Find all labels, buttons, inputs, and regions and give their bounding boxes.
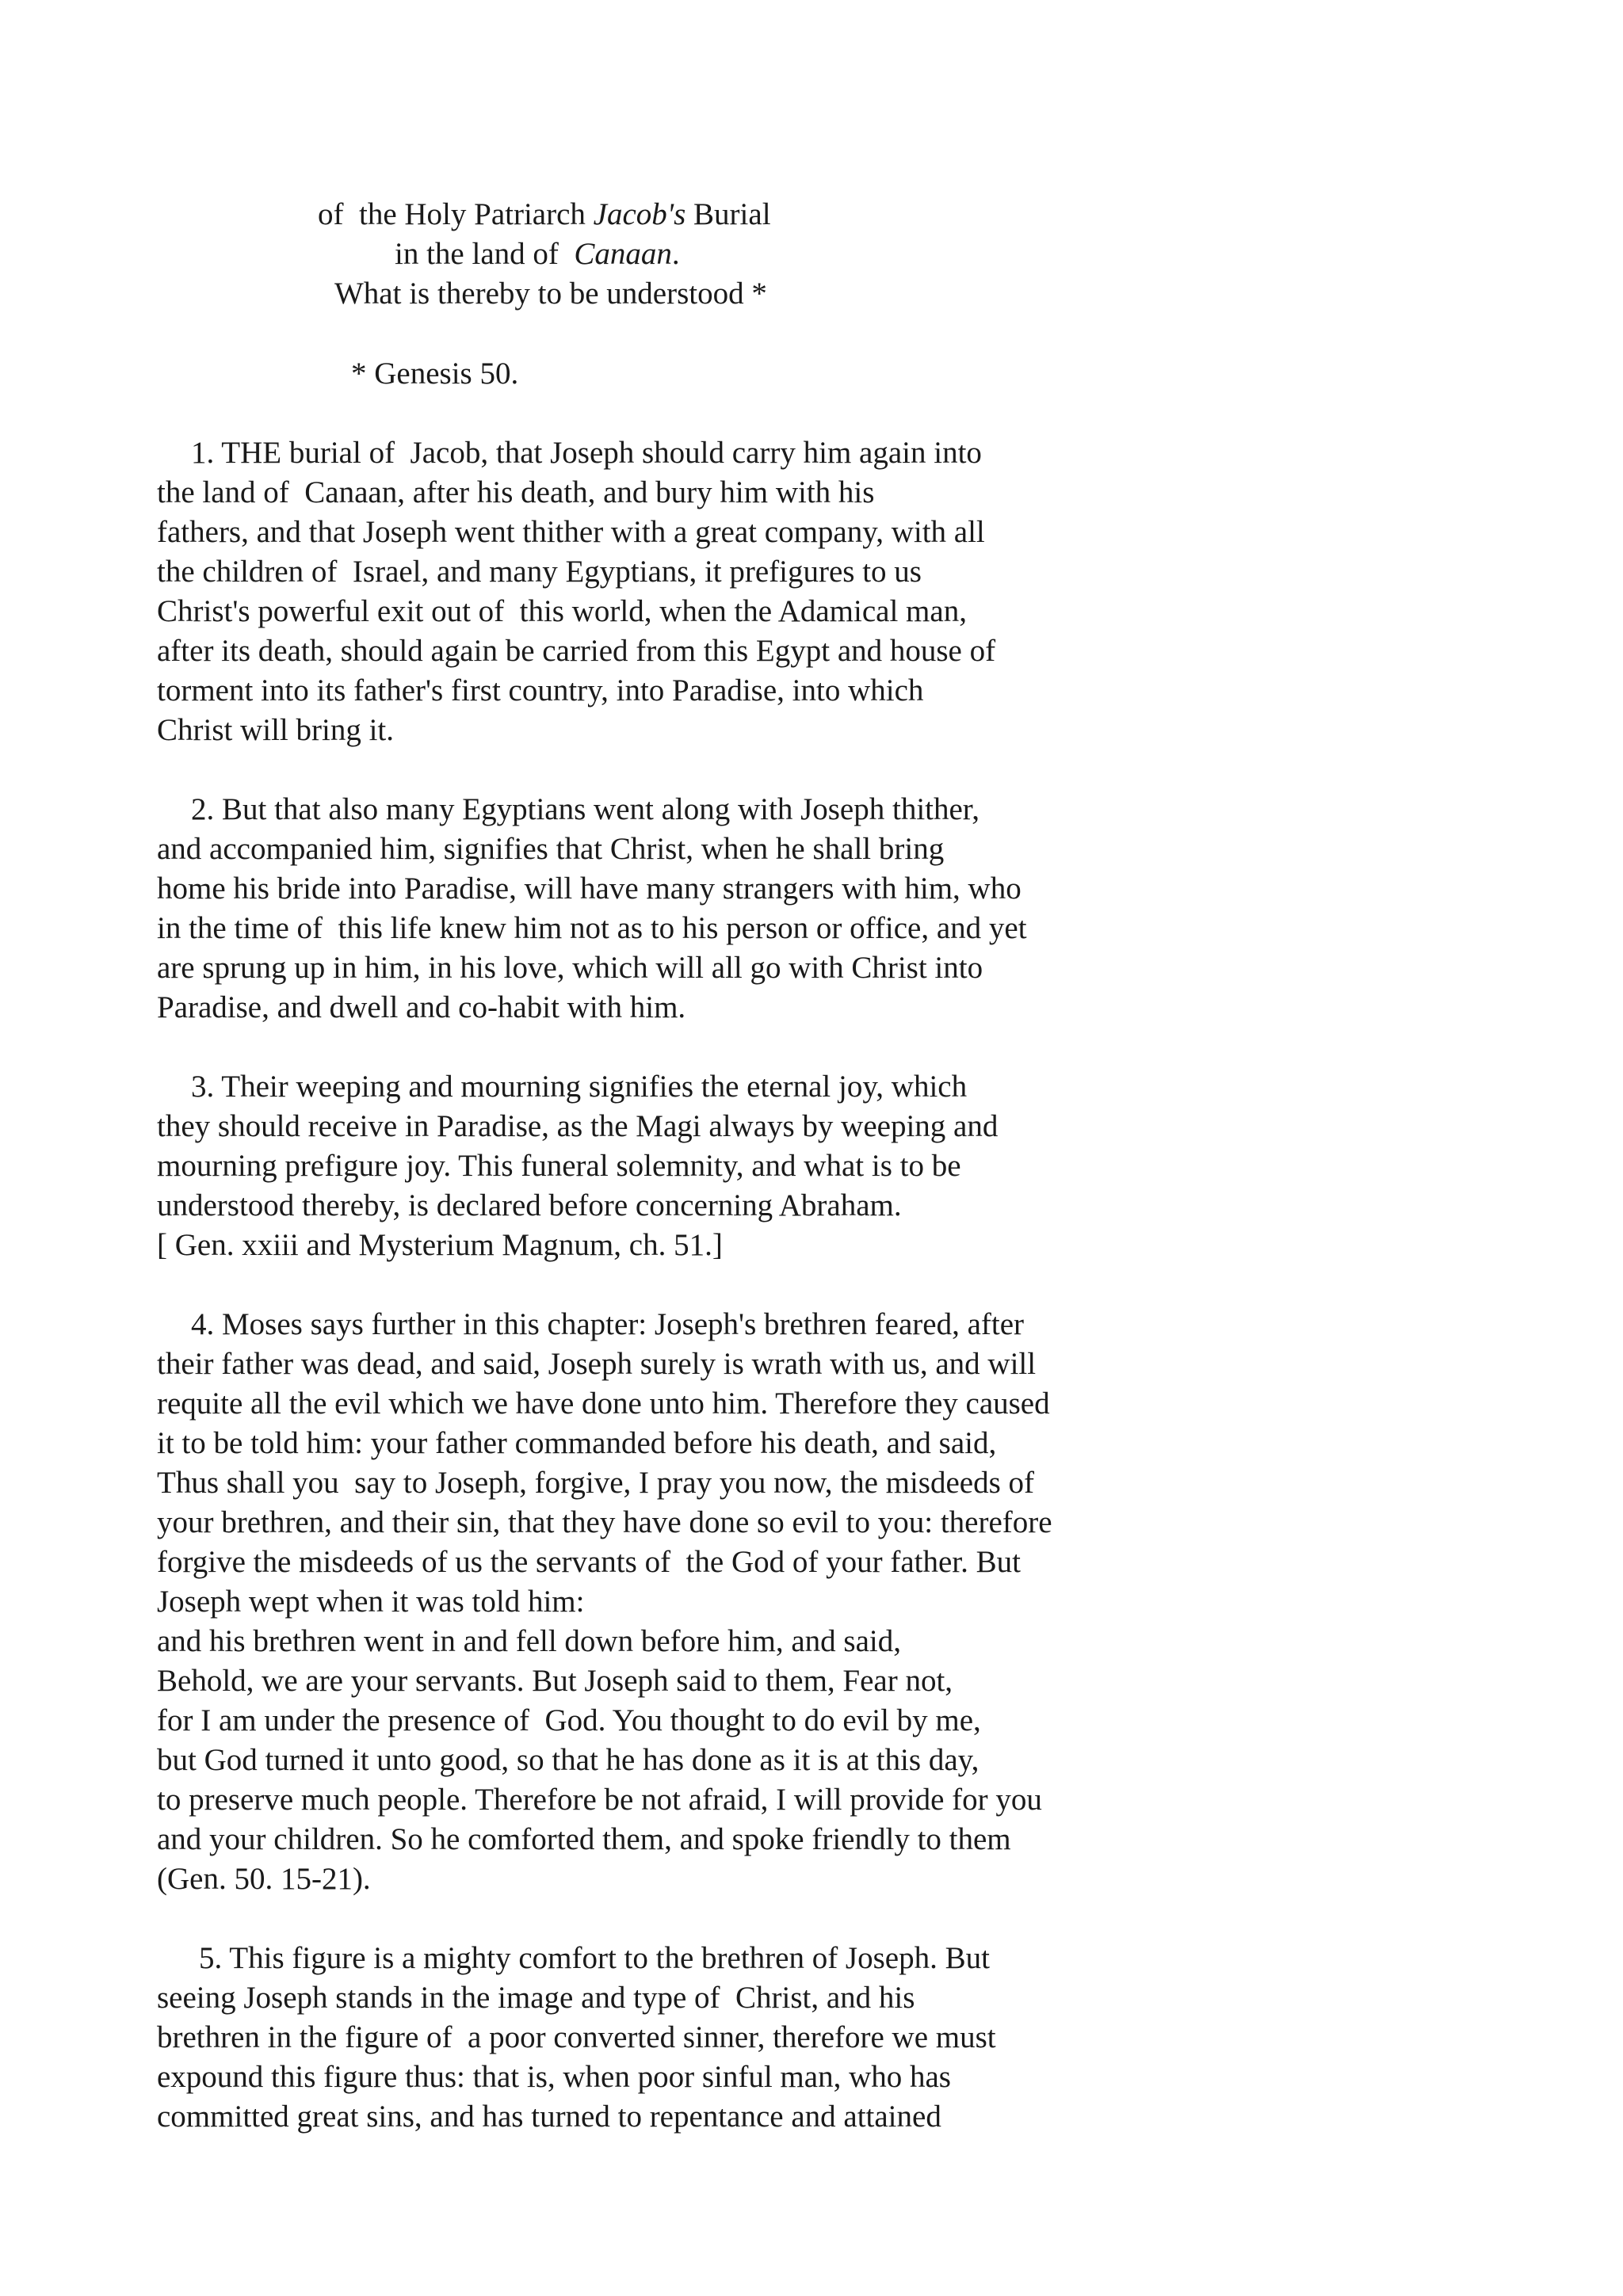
paragraph-4-line-2: their father was dead, and said, Joseph surely is wrath with us, and will: [157, 1347, 1037, 1381]
paragraph-4-line-11: for I am under the presence of God. You thought to do evil by me,: [157, 1703, 981, 1737]
paragraph-1-line-8: Christ will bring it.: [157, 713, 395, 747]
heading-line-1-text-b: Burial: [685, 197, 771, 231]
paragraph-5-line-1: 5. This figure is a mighty comfort to the brethren of Joseph. But: [199, 1941, 990, 1975]
paragraph-5-line-2: seeing Joseph stands in the image and type of Christ, and his: [157, 1981, 915, 2015]
paragraph-2-line-4: in the time of this life knew him not as to his person or office, and yet: [157, 911, 1027, 945]
paragraph-1-line-2: the land of Canaan, after his death, and bury him with his: [157, 475, 875, 509]
paragraph-3-line-2: they should receive in Paradise, as the Magi always by weeping and: [157, 1109, 999, 1143]
heading-jacob-name: Jacob's: [593, 197, 686, 231]
paragraph-3-line-3: mourning prefigure joy. This funeral solemnity, and what is to be: [157, 1149, 961, 1183]
footnote: * Genesis 50.: [351, 357, 519, 391]
paragraph-2-line-6: Paradise, and dwell and co-habit with him.: [157, 990, 686, 1024]
paragraph-4-line-13: to preserve much people. Therefore be not afraid, I will provide for you: [157, 1783, 1042, 1817]
paragraph-4-line-6: your brethren, and their sin, that they have done so evil to you: therefore: [157, 1505, 1052, 1539]
paragraph-5-line-3: brethren in the figure of a poor converted sinner, therefore we must: [157, 2020, 996, 2054]
heading-line-2: [395, 235, 680, 274]
paragraph-2-line-5: are sprung up in him, in his love, which will all go with Christ into: [157, 951, 983, 985]
paragraph-4-line-8: Joseph wept when it was told him:: [157, 1585, 585, 1619]
heading-line-1: [318, 195, 771, 235]
paragraph-3-line-1: 3. Their weeping and mourning signifies the eternal joy, which: [191, 1070, 968, 1104]
heading-line-2-text-a: in the land of: [395, 237, 575, 271]
paragraph-1-line-5: Christ's powerful exit out of this world, when the Adamical man,: [157, 594, 967, 628]
heading-line-2-text-b: .: [671, 237, 680, 271]
paragraph-1-line-6: after its death, should again be carried from this Egypt and house of: [157, 634, 996, 668]
paragraph-4-line-12: but God turned it unto good, so that he has done as it is at this day,: [157, 1743, 980, 1777]
paragraph-1-line-7: torment into its father's first country, into Paradise, into which: [157, 673, 924, 707]
paragraph-4-line-10: Behold, we are your servants. But Joseph said to them, Fear not,: [157, 1664, 953, 1698]
paragraph-2-line-2: and accompanied him, signifies that Christ, when he shall bring: [157, 832, 945, 866]
heading-line-3: What is thereby to be understood *: [334, 277, 767, 311]
paragraph-4-line-9: and his brethren went in and fell down before him, and said,: [157, 1624, 901, 1658]
paragraph-2-line-3: home his bride into Paradise, will have many strangers with him, who: [157, 871, 1022, 906]
paragraph-4-line-3: requite all the evil which we have done unto him. Therefore they caused: [157, 1386, 1050, 1421]
paragraph-3-line-5: [ Gen. xxiii and Mysterium Magnum, ch. 51.]: [157, 1228, 723, 1262]
paragraph-4-line-7: forgive the misdeeds of us the servants of the God of your father. But: [157, 1545, 1021, 1579]
paragraph-5-line-5: committed great sins, and has turned to repentance and attained: [157, 2100, 941, 2134]
heading-line-1-text-a: of the Holy Patriarch: [318, 197, 594, 231]
paragraph-1-line-4: the children of Israel, and many Egyptians, it prefigures to us: [157, 555, 922, 589]
paragraph-4-line-4: it to be told him: your father commanded before his death, and said,: [157, 1426, 997, 1460]
paragraph-5-line-4: expound this figure thus: that is, when poor sinful man, who has: [157, 2060, 951, 2094]
paragraph-4-line-1: 4. Moses says further in this chapter: Joseph's brethren feared, after: [191, 1307, 1025, 1341]
paragraph-2-line-1: 2. But that also many Egyptians went along with Joseph thither,: [191, 792, 980, 826]
paragraph-3-line-4: understood thereby, is declared before concerning Abraham.: [157, 1188, 902, 1222]
paragraph-4-line-14: and your children. So he comforted them, and spoke friendly to them: [157, 1822, 1011, 1856]
paragraph-4-line-5: Thus shall you say to Joseph, forgive, I pray you now, the misdeeds of: [157, 1466, 1035, 1500]
paragraph-1-line-1: 1. THE burial of Jacob, that Joseph should carry him again into: [191, 436, 982, 470]
paragraph-1-line-3: fathers, and that Joseph went thither with a great company, with all: [157, 515, 985, 549]
paragraph-4-line-15: (Gen. 50. 15-21).: [157, 1862, 371, 1896]
heading-canaan-name: Canaan: [574, 237, 672, 271]
